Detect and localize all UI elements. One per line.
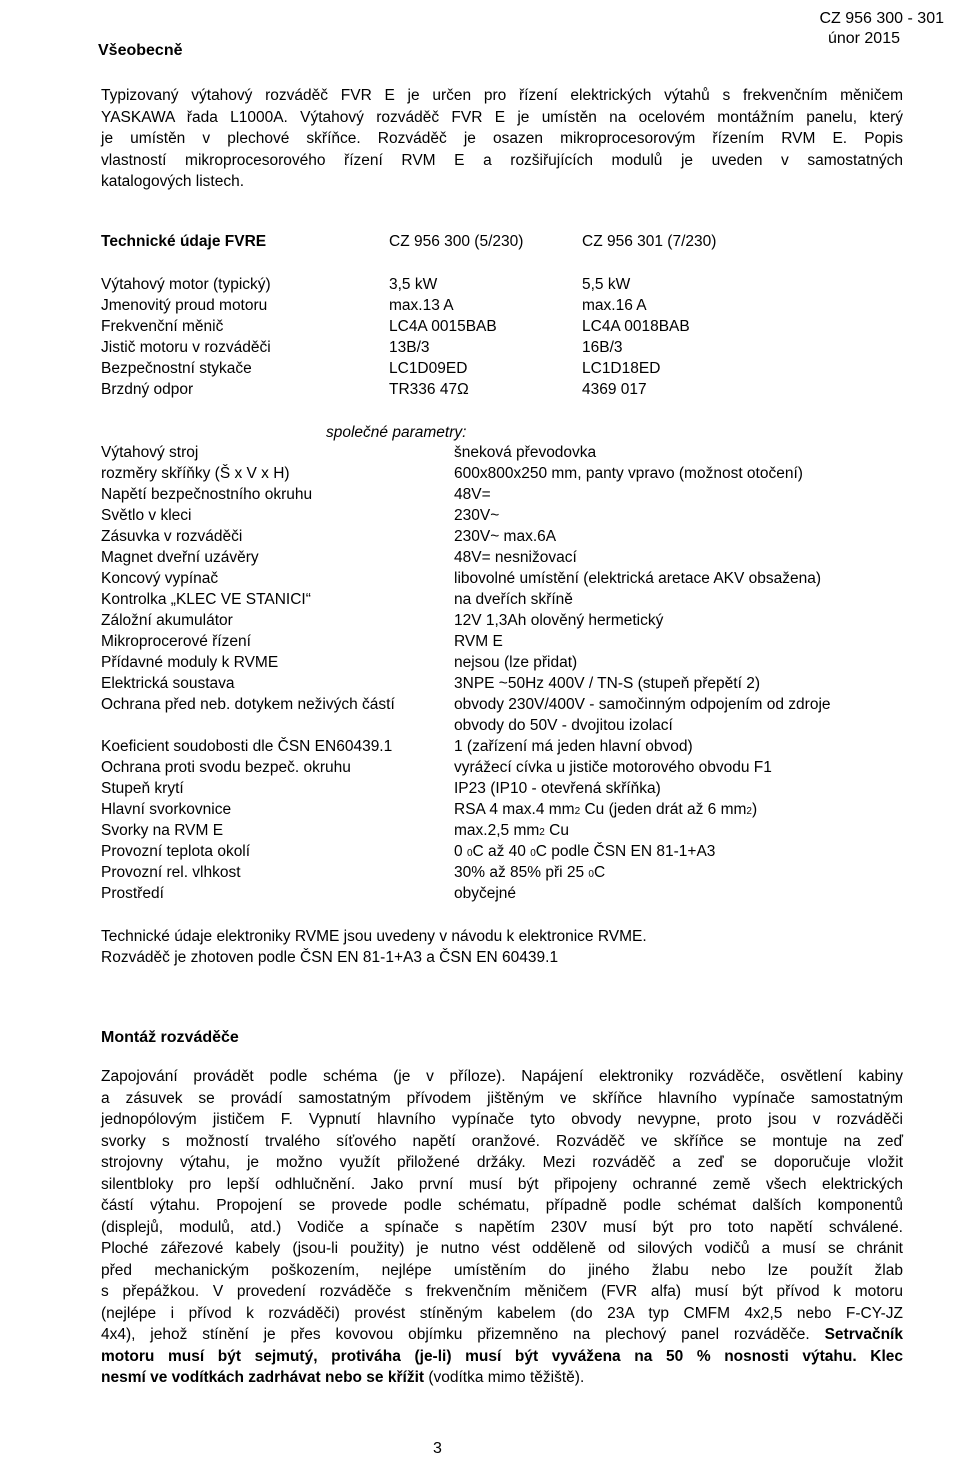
- common-value: 12V 1,3Ah olověný hermetický: [454, 612, 664, 629]
- tech-value-300: 13B/3: [389, 339, 430, 356]
- common-value: nejsou (lze přidat): [454, 654, 578, 671]
- common-label: Provozní rel. vlhkost: [101, 864, 241, 881]
- common-value: 48V= nesnižovací: [454, 549, 577, 566]
- intro-line: vlastností mikroprocesorového řízení RVM E a rozšiřujících modulů je uveden v samostatných: [101, 151, 903, 169]
- montaz-line: před mechanickým poškozením, nejlépe umístěním do jiného žlabu nebo lze použít žlab: [101, 1261, 903, 1279]
- common-label: Koeficient soudobosti dle ČSN EN60439.1: [101, 738, 393, 755]
- common-label: Ochrana proti svodu bezpeč. okruhu: [101, 759, 351, 776]
- common-label: Záložní akumulátor: [101, 612, 233, 629]
- tech-value-301: max.16 A: [582, 297, 647, 314]
- montaz-text: (vodítka mimo těžiště).: [424, 1369, 585, 1386]
- common-label: Výtahový stroj: [101, 444, 199, 461]
- tech-header-model-300: CZ 956 300 (5/230): [389, 233, 524, 250]
- common-label: rozměry skříňky (Š x V x H): [101, 465, 290, 482]
- value-part: 0: [454, 843, 467, 860]
- common-label: Prostředí: [101, 885, 164, 902]
- montaz-line: (nejlépe i přívod k rozváděči) provést stíněným kabelem (do 23A typ CMFM 4x2,5 nebo F-CY-JZ: [101, 1304, 903, 1322]
- value-part: ): [751, 801, 758, 818]
- page-number: 3: [433, 1440, 442, 1457]
- value-part: C podle ČSN EN 81-1+A3: [535, 843, 716, 860]
- common-value: [454, 841, 715, 864]
- value-part: Cu: [544, 822, 569, 839]
- intro-line: YASKAWA řada L1000A. Výtahový rozváděč FVR E je umístěn na ocelovém montážním panelu, který: [101, 108, 903, 126]
- common-value: vyrážecí cívka u jističe motorového obvodu F1: [454, 759, 772, 776]
- superscript: 2: [574, 806, 581, 817]
- tech-header-model-301: CZ 956 301 (7/230): [582, 233, 717, 250]
- common-value: obvody 230V/400V - samočinným odpojením od zdroje: [454, 696, 831, 713]
- common-label: Provozní teplota okolí: [101, 843, 251, 860]
- common-value: 3NPE ~50Hz 400V / TN-S (stupeň přepětí 2): [454, 675, 760, 692]
- montaz-line: [101, 1367, 903, 1389]
- value-part: RSA 4 max.4 mm: [454, 801, 575, 818]
- common-label: Přídavné moduly k RVME: [101, 654, 279, 671]
- common-value: [454, 799, 757, 822]
- common-value: [454, 820, 569, 843]
- common-label: Ochrana před neb. dotykem neživých částí: [101, 696, 395, 713]
- common-value: obyčejné: [454, 885, 517, 902]
- montaz-paragraph: [101, 1066, 903, 1389]
- montaz-line: Zapojování provádět podle schéma (je v příloze). Napájení elektroniky rozváděče, osvětlení kabiny: [101, 1068, 903, 1085]
- common-label: Světlo v kleci: [101, 507, 192, 524]
- common-value: 230V~ max.6A: [454, 528, 557, 545]
- montaz-line: (displejů, modulů, atd.) Vodiče a spínače s napětím 230V musí být pro toto napětí schválené.: [101, 1218, 903, 1236]
- superscript: 0: [466, 848, 473, 859]
- montaz-warning-line: motoru musí být sejmutý, protiváha (je-li) musí být vyvážena na 50 % nosnosti výtahu. Klec: [101, 1347, 903, 1365]
- value-part: 30% až 85% při 25: [454, 864, 589, 881]
- superscript: 0: [588, 869, 594, 880]
- note-text: Technické údaje elektroniky RVME jsou uvedeny v návodu k elektronice RVME.: [101, 928, 647, 945]
- common-label: Zásuvka v rozváděči: [101, 528, 243, 545]
- common-value: obvody do 50V - dvojitou izolací: [454, 717, 673, 734]
- document-date: únor 2015: [827, 30, 900, 47]
- intro-paragraph: [101, 85, 903, 193]
- tech-value-300: LC4A 0015BAB: [389, 318, 497, 335]
- tech-value-300: max.13 A: [389, 297, 454, 314]
- superscript: 0: [530, 848, 536, 859]
- common-value: 230V~: [454, 507, 500, 524]
- tech-value-301: LC1D18ED: [582, 360, 661, 377]
- montaz-warning-text: Setrvačník: [824, 1326, 903, 1343]
- common-value: na dveřích skříně: [454, 591, 573, 608]
- tech-value-300: 3,5 kW: [389, 276, 438, 293]
- tech-value-301: 16B/3: [582, 339, 623, 356]
- tech-param: Brzdný odpor: [101, 381, 194, 398]
- common-value: 48V=: [454, 486, 491, 503]
- superscript: 2: [746, 806, 752, 817]
- section-title-general: Všeobecně: [98, 42, 183, 59]
- tech-value-300: TR336 47Ω: [389, 381, 469, 398]
- document-code: CZ 956 300 - 301: [819, 10, 944, 27]
- common-value: libovolné umístění (elektrická aretace AKV obsažena): [454, 570, 822, 587]
- common-label: Stupeň krytí: [101, 780, 184, 797]
- tech-value-300: LC1D09ED: [389, 360, 468, 377]
- common-value: RVM E: [454, 633, 503, 650]
- common-label: Elektrická soustava: [101, 675, 235, 692]
- montaz-line: svorky s možností trvalého síťového napětí oranžové. Rozváděč ve skříňce se montuje na zeď: [101, 1132, 903, 1150]
- common-value: 1 (zařízení má jeden hlavní obvod): [454, 738, 693, 755]
- common-value: 600x800x250 mm, panty vpravo (možnost otočení): [454, 465, 803, 482]
- common-value: IP23 (IP10 - otevřená skříňka): [454, 780, 661, 797]
- value-part: Cu (jeden drát až 6 mm: [580, 801, 747, 818]
- common-label: Napětí bezpečnostního okruhu: [101, 486, 313, 503]
- note-text: Rozváděč je zhotoven podle ČSN EN 81-1+A3 a ČSN EN 60439.1: [101, 949, 559, 966]
- montaz-line: [101, 1324, 903, 1346]
- intro-line: je umístěn v plechové skříňce. Rozváděč je osazen mikroprocesorovým řízením RVM E. Popis: [101, 130, 903, 147]
- tech-value-301: 5,5 kW: [582, 276, 631, 293]
- intro-line: katalogových listech.: [101, 173, 245, 190]
- section-title-montaz: Montáž rozváděče: [101, 1029, 239, 1046]
- common-label: Mikroprocerové řízení: [101, 633, 251, 650]
- common-value: šneková převodovka: [454, 444, 597, 461]
- montaz-line: strojovny výtahu, je možno využít přiložené držáky. Mezi rozváděč a zeď se doporučuje vložit: [101, 1154, 903, 1171]
- tech-header-label: Technické údaje FVRE: [101, 233, 267, 250]
- common-label: Svorky na RVM E: [101, 822, 224, 839]
- common-label: Hlavní svorkovnice: [101, 801, 232, 818]
- common-label: Magnet dveřní uzávěry: [101, 549, 259, 566]
- montaz-line: jednopólovým jističem F. Vypnutí hlavního vypínače tyto obvody nevypne, proto jsou v rozváděči: [101, 1111, 903, 1128]
- tech-param: Jistič motoru v rozváděči: [101, 339, 271, 356]
- tech-value-301: 4369 017: [582, 381, 647, 398]
- montaz-line: silentbloky pro lepší odhlučnění. Jako první musí být připojeny ochranné země všech elektrických: [101, 1175, 903, 1193]
- common-label: Koncový vypínač: [101, 570, 219, 587]
- montaz-line: s přepážkou. V provedení rozváděče s frekvenčním měničem (FVR alfa) musí být přívod k motoru: [101, 1283, 903, 1300]
- montaz-text: 4x4), jehož stínění je přes kovovou objímku přizemněno na plechový panel rozváděče.: [101, 1326, 825, 1343]
- tech-param: Bezpečnostní stykače: [101, 360, 252, 377]
- tech-param: Frekvenční měnič: [101, 318, 224, 335]
- superscript: 2: [539, 827, 545, 838]
- common-value: [454, 862, 605, 885]
- value-part: max.2,5 mm: [454, 822, 540, 839]
- intro-line: Typizovaný výtahový rozváděč FVR E je určen pro řízení elektrických výtahů s frekvenčním měničem: [101, 87, 903, 104]
- montaz-line: Ploché zářezové kabely (jsou-li použity) je nutno vést odděleně od silových vodičů a musí se chránit: [101, 1240, 903, 1257]
- montaz-line: a zásuvek se provádí samostatným přívodem jištěným ve skříňce hlavního vypínače samostatným: [101, 1089, 903, 1107]
- tech-value-301: LC4A 0018BAB: [582, 318, 690, 335]
- tech-param: Jmenovitý proud motoru: [101, 297, 268, 314]
- value-part: C až 40: [472, 843, 531, 860]
- tech-param: Výtahový motor (typický): [101, 276, 271, 293]
- value-part: C: [593, 864, 606, 881]
- montaz-warning-text: nesmí ve vodítkách zadrhávat nebo se křížit: [101, 1369, 425, 1386]
- common-params-title: společné parametry:: [326, 424, 467, 441]
- montaz-line: částí výtahu. Propojení se provede podle schématu, případně podle schémat dalších komponentů: [101, 1197, 903, 1214]
- common-label: Kontrolka „KLEC VE STANICI“: [101, 591, 311, 608]
